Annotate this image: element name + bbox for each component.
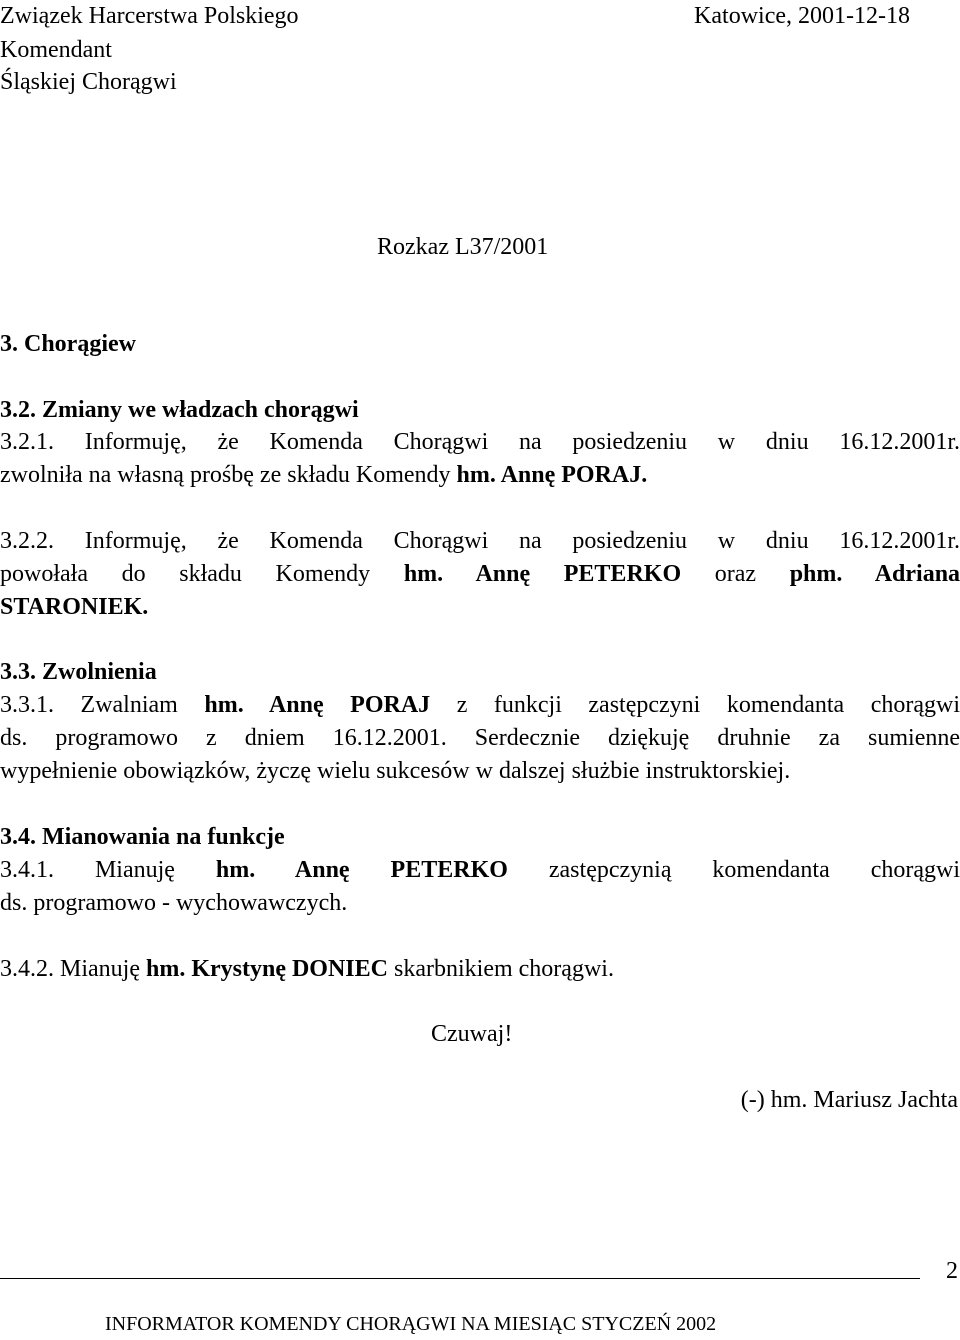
person-name: hm. Annę PETERKO <box>215 857 508 883</box>
paragraph-3-2-2-line-2 <box>0 562 960 586</box>
signature: (-) hm. Mariusz Jachta <box>740 1087 958 1113</box>
section-heading-chorągiew: 3. Chorągiew <box>0 331 136 357</box>
organization-name: Związek Harcerstwa Polskiego <box>0 3 299 29</box>
section-heading-zwolnienia: 3.3. Zwolnienia <box>0 659 157 685</box>
paragraph-text: z funkcji zastępczyni komendanta chorągwi <box>456 692 960 718</box>
paragraph-3-3-1-line-1 <box>0 693 960 717</box>
paragraph-text: skarbnikiem chorągwi. <box>394 956 614 982</box>
section-heading-zmiany: 3.2. Zmiany we władzach chorągwi <box>0 397 359 423</box>
paragraph-text: zastępczynią komendanta chorągwi <box>548 857 960 883</box>
paragraph-3-4-1-line-1 <box>0 858 960 882</box>
paragraph-3-4-1-line-2: ds. programowo - wychowawczych. <box>0 890 348 916</box>
sender-role: Komendant <box>0 37 112 63</box>
person-name: STARONIEK. <box>0 594 149 620</box>
person-name: phm. Adriana <box>789 561 960 587</box>
section-heading-mianowania: 3.4. Mianowania na funkcje <box>0 824 285 850</box>
paragraph-text: zwolniła na własną prośbę ze składu Komendy <box>0 462 451 488</box>
paragraph-3-3-1-line-2: ds. programowo z dniem 16.12.2001. Serdecznie dziękuję druhnie za sumienne <box>0 725 960 751</box>
paragraph-text: 3.3.1. Zwalniam <box>0 692 178 718</box>
page-number: 2 <box>946 1258 958 1284</box>
paragraph-text: 3.4.2. Mianuję <box>0 956 140 982</box>
paragraph-3-2-2-line-1: 3.2.2. Informuję, że Komenda Chorągwi na posiedzeniu w dniu 16.12.2001r. <box>0 528 960 554</box>
sender-unit: Śląskiej Chorągwi <box>0 69 177 95</box>
paragraph-3-2-1-line-1: 3.2.1. Informuję, że Komenda Chorągwi na posiedzeniu w dniu 16.12.2001r. <box>0 429 960 455</box>
person-name: hm. Annę PORAJ. <box>456 462 648 488</box>
place-and-date: Katowice, 2001-12-18 <box>694 3 910 29</box>
footer-divider <box>0 1278 920 1279</box>
person-name: hm. Annę PORAJ <box>204 692 431 718</box>
paragraph-3-2-1-line-2 <box>0 463 647 487</box>
person-name: hm. Annę PETERKO <box>403 561 682 587</box>
order-title: Rozkaz L37/2001 <box>377 234 549 260</box>
footer-text: INFORMATOR KOMENDY CHORĄGWI NA MIESIĄC STYCZEŃ 2002 <box>105 1313 717 1335</box>
closing-greeting: Czuwaj! <box>431 1021 513 1047</box>
paragraph-3-3-1-line-3: wypełnienie obowiązków, życzę wielu sukcesów w dalszej służbie instruktorskiej. <box>0 758 791 784</box>
paragraph-3-4-2 <box>0 957 614 981</box>
paragraph-text: 3.4.1. Mianuję <box>0 857 175 883</box>
person-name: hm. Krystynę DONIEC <box>145 956 388 982</box>
paragraph-text: oraz <box>714 561 757 587</box>
paragraph-text: powołała do składu Komendy <box>0 561 371 587</box>
